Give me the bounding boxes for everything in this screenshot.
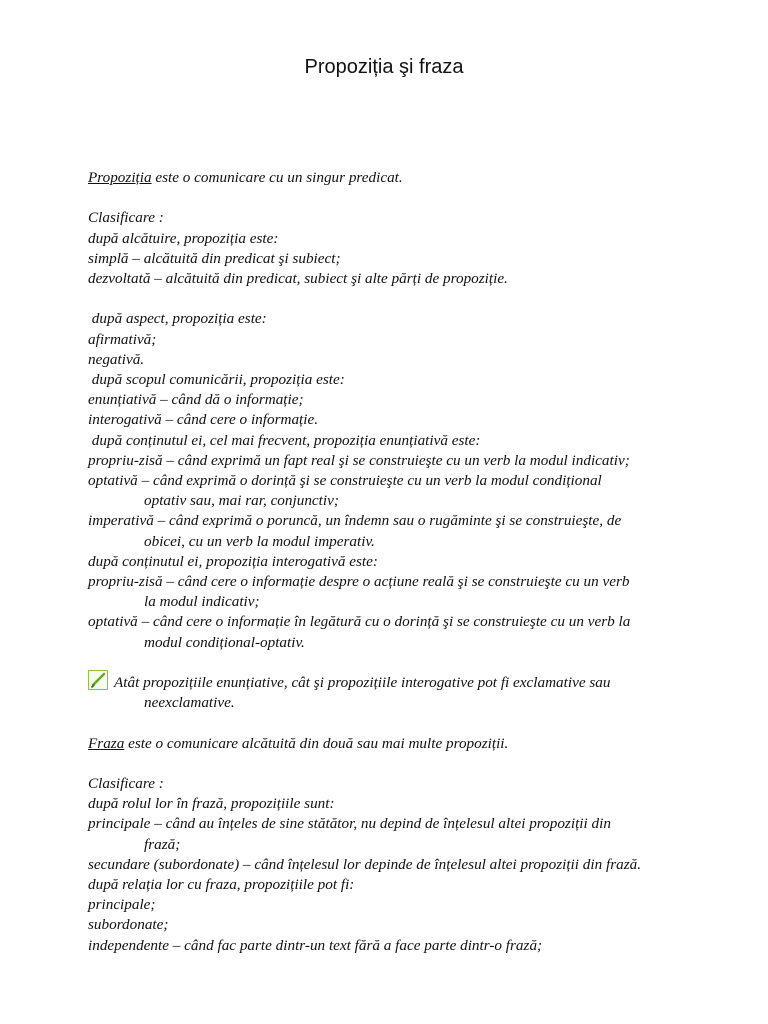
list-item-continuation: la modul indicativ; [144, 593, 260, 611]
list-item: simplă – alcătuită din predicat şi subiect; [88, 249, 341, 267]
list-item: principale – când au înțeles de sine stătător, nu depind de înțelesul altei propoziții din [88, 815, 611, 833]
list-item-continuation: obicei, cu un verb la modul imperativ. [144, 532, 375, 550]
scop-intro: după scopul comunicării, propoziția este: [88, 371, 345, 388]
fraza-definition-text: este o comunicare alcătuită din două sau mai multe propoziții. [124, 734, 509, 752]
clasificare-heading-2: Clasificare : [88, 775, 164, 793]
list-item-continuation: optativ sau, mai rar, conjunctiv; [144, 492, 339, 510]
list-item: subordonate; [88, 916, 169, 934]
fraza-term: Fraza [88, 734, 125, 752]
aspect-intro: după aspect, propoziția este: [88, 310, 267, 328]
list-item-continuation: frază; [144, 835, 181, 853]
propozitia-definition-text: este o comunicare cu un singur predicat. [151, 169, 403, 186]
list-item: principale; [88, 896, 156, 914]
list-item: enunțiativă – când dă o informație; [88, 391, 304, 409]
exclamative-note-continuation: neexclamative. [144, 694, 235, 712]
list-item: secundare (subordonate) – când înțelesul lor depinde de înțelesul altei propoziții din frază. [88, 855, 642, 873]
exclamative-note [88, 673, 748, 693]
list-item: independente – când fac parte dintr-un text fără a face parte dintr-o frază; [88, 936, 543, 954]
list-item: interogativă – când cere o informație. [88, 411, 319, 429]
relatie-intro: după relația lor cu fraza, propozițiile pot fi: [88, 876, 355, 894]
list-item: propriu-zisă – când exprimă un fapt real şi se construieşte cu un verb la modul indicativ; [88, 451, 630, 469]
list-item: negativă. [88, 350, 145, 368]
list-item: afirmativă; [88, 330, 157, 348]
fraza-definition [88, 734, 748, 754]
list-item-continuation: modul condițional-optativ. [144, 633, 305, 651]
page-title: Propoziția şi fraza [304, 56, 464, 78]
pencil-note-icon [88, 670, 108, 690]
list-item: propriu-zisă – când cere o informație despre o acțiune reală şi se construieşte cu un verb [88, 573, 630, 591]
document-body [88, 168, 748, 956]
clasificare-heading-1: Clasificare : [88, 209, 164, 227]
list-item: imperativă – când exprimă o poruncă, un îndemn sau o rugăminte şi se construieşte, de [88, 512, 622, 530]
propozitia-term: Propoziția [88, 169, 152, 186]
continut-interogativa-intro: după conținutul ei, propoziția interogativă este: [88, 552, 378, 570]
exclamative-note-text: Atât propozițiile enunțiative, cât şi propozițiile interogative pot fi exclamative sau [114, 674, 611, 692]
alcatuire-intro: după alcătuire, propoziția este: [88, 229, 279, 247]
rol-intro: după rolul lor în frază, propozițiile sunt: [88, 795, 335, 813]
list-item: dezvoltată – alcătuită din predicat, subiect şi alte părți de propoziție. [88, 270, 508, 287]
list-item: optativă – când cere o informație în legătură cu o dorință şi se construieşte cu un verb la [88, 613, 631, 631]
propozitia-definition [88, 168, 748, 188]
list-item: optativă – când exprimă o dorință şi se construieşte cu un verb la modul condițional [88, 472, 602, 490]
continut-enuntiativa-intro: după conținutul ei, cel mai frecvent, propoziția enunțiativă este: [88, 431, 481, 449]
